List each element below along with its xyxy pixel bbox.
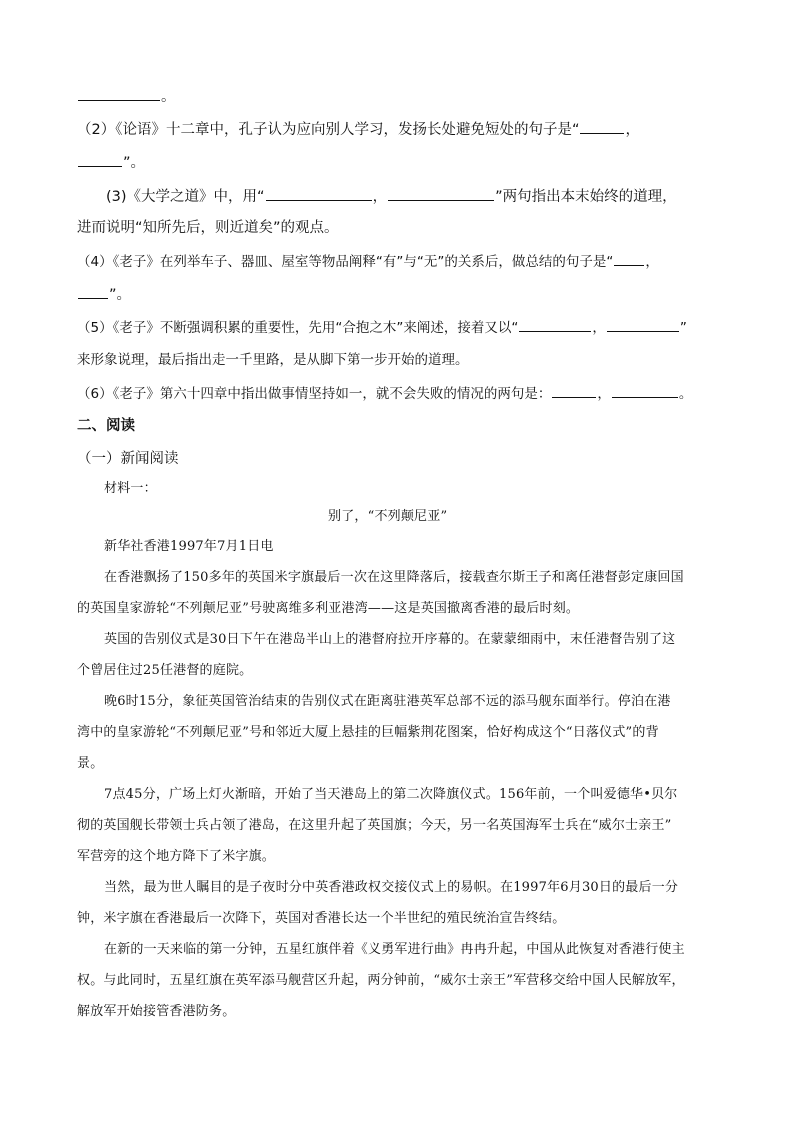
section-heading: 二、阅读: [77, 418, 135, 434]
answer-blank[interactable]: [552, 383, 596, 398]
question-6: [77, 383, 692, 404]
question-3-cont: [77, 218, 339, 238]
comma: ，: [645, 254, 659, 270]
comma: ，: [597, 386, 611, 402]
answer-line-1-end: [77, 86, 176, 107]
paragraph-4-line-3: 军营旁的这个地方降下了米字旗。: [77, 849, 276, 864]
paragraph-4-line-2: 彻的英国舰长带领士兵占领了港岛，在这里升起了英国旗；今天，另一名英国海军士兵在“威尔士亲王”: [77, 818, 672, 833]
question-3: [106, 186, 677, 207]
question-6-text: （6）《老子》第六十四章中指出做事情坚持如一，就不会失败的情况的两句是：: [77, 386, 552, 402]
article-title: 别了，“不列颠尼亚”: [328, 509, 448, 524]
comma: ，: [372, 189, 388, 205]
question-2: [77, 119, 640, 140]
question-5-text-2: 来形象说理，最后指出走一千里路，是从脚下第一步开始的道理。: [77, 352, 469, 368]
question-2-cont: [77, 152, 145, 173]
paragraph-1-line-1: 在香港飘扬了150多年的英国米字旗最后一次在这里降落后，接载查尔斯王子和离任港督彭定康回国: [104, 570, 684, 585]
paragraph-1-line-2: 的英国皇家游轮“不列颠尼亚”号驶离维多利亚港湾——这是英国撤离香港的最后时刻。: [77, 601, 580, 616]
paragraph-6-line-3: 解放军开始接管香港防务。: [77, 1004, 236, 1019]
answer-blank[interactable]: [78, 86, 160, 101]
answer-blank[interactable]: [580, 119, 624, 134]
paragraph-3-line-3: 景。: [77, 756, 104, 771]
paragraph-6-line-1: 在新的一天来临的第一分钟，五星红旗伴着《义勇军进行曲》冉冉升起，中国从此恢复对香港行使主: [104, 942, 685, 957]
answer-blank[interactable]: [519, 317, 591, 332]
close-quote: ”。: [109, 287, 132, 303]
answer-blank[interactable]: [612, 383, 678, 398]
question-3-text: (3)《大学之道》中，用“: [106, 189, 265, 205]
question-5-text: （5）《老子》不断强调积累的重要性，先用“合抱之木”来阐述，接着又以“: [77, 320, 519, 336]
paragraph-6-line-2: 权。与此同时，五星红旗在英军添马舰营区升起，两分钟前，“威尔士亲王”军营移交给中国人民解放军，: [77, 973, 685, 988]
paragraph-3-line-2: 湾中的皇家游轮“不列颠尼亚”号和邻近大厦上悬挂的巨幅紫荆花图案，恰好构成这个“日落仪式”的背: [77, 725, 659, 740]
answer-blank[interactable]: [614, 251, 644, 266]
question-5-cont: [77, 350, 469, 370]
material-label: 材料一：: [104, 481, 157, 496]
paragraph-5-line-1: 当然，最为世人瞩目的是子夜时分中英香港政权交接仪式上的易帜。在1997年6月30日的最后一分: [104, 880, 679, 895]
close-quote: ”。: [123, 155, 146, 171]
answer-blank[interactable]: [78, 284, 108, 299]
question-4-text: （4）《老子》在列举车子、器皿、屋室等物品阐释“有”与“无”的关系后，做总结的句子是“: [77, 254, 614, 270]
subsection-heading: （一）新闻阅读: [77, 451, 179, 467]
paragraph-3-line-1: 晚6时15分，象征英国管治结束的告别仪式在距离驻港英军总部不远的添马舰东面举行。停泊在港: [104, 694, 671, 709]
question-5: [77, 317, 687, 338]
close-quote: ”: [679, 320, 687, 336]
comma: ，: [592, 320, 606, 336]
answer-blank[interactable]: [388, 186, 494, 201]
text: 。: [161, 89, 176, 105]
question-2-text: （2）《论语》十二章中，孔子认为应向别人学习，发扬长处避免短处的句子是“: [77, 122, 580, 138]
question-3-text-end: ”两句指出本末始终的道理，: [495, 189, 677, 205]
question-3-text-2: 进而说明“知所先后，则近道矣”的观点。: [77, 220, 339, 236]
period: 。: [678, 386, 693, 402]
question-4: [77, 251, 659, 272]
comma: ，: [625, 122, 640, 138]
answer-blank[interactable]: [266, 186, 372, 201]
answer-blank[interactable]: [607, 317, 679, 332]
paragraph-2-line-1: 英国的告别仪式是30日下午在港岛半山上的港督府拉开序幕的。在蒙蒙细雨中，末任港督告别了这: [104, 632, 676, 647]
paragraph-2-line-2: 个曾居住过25任港督的庭院。: [77, 663, 253, 678]
paragraph-5-line-2: 钟，米字旗在香港最后一次降下，英国对香港长达一个半世纪的殖民统治宣告终结。: [77, 911, 566, 926]
answer-blank[interactable]: [78, 152, 122, 167]
dateline: 新华社香港1997年7月1日电: [104, 539, 274, 554]
question-4-cont: [77, 284, 131, 305]
paragraph-4-line-1: 7点45分，广场上灯火渐暗，开始了当天港岛上的第二次降旗仪式。156年前，一个叫爱德华•贝尔: [104, 787, 678, 802]
